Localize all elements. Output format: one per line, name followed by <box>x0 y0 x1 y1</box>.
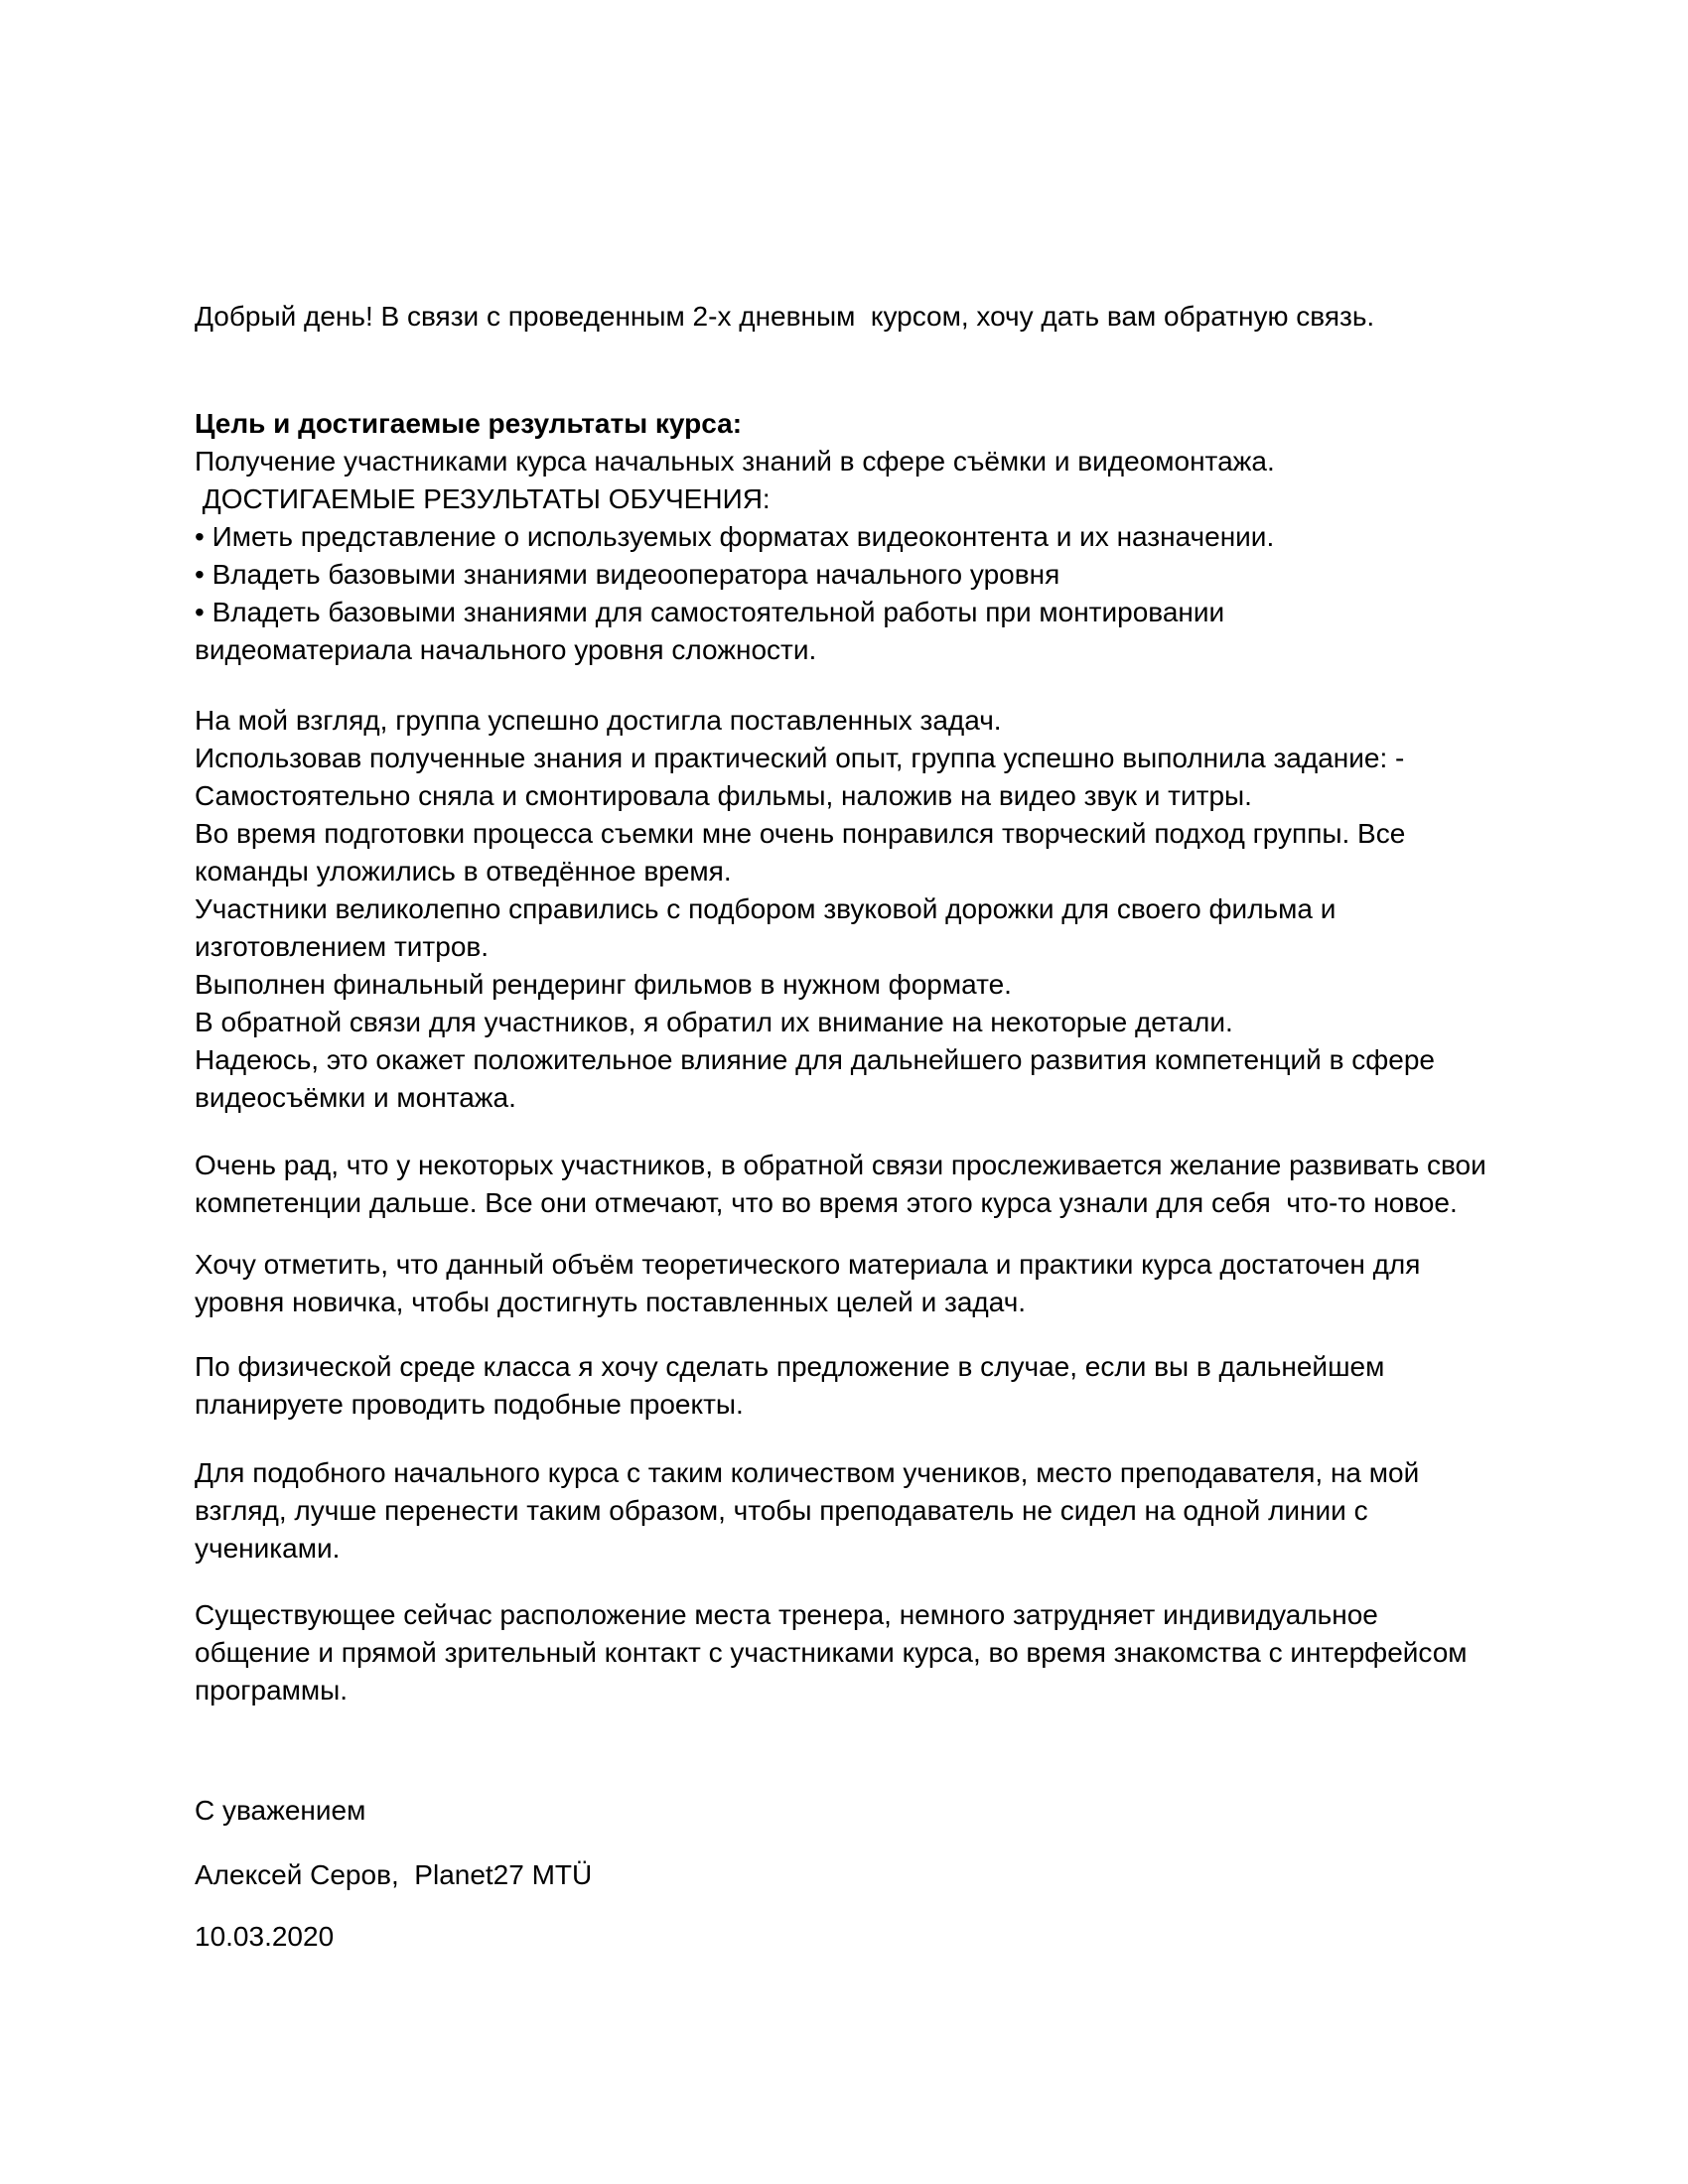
participants-feedback-paragraph <box>195 1147 1565 1222</box>
text-line: На мой взгляд, группа успешно достигла поставленных задач. <box>195 705 1002 736</box>
trainer-location-paragraph <box>195 1596 1565 1709</box>
text-line: • Владеть базовыми знаниями видеооператора начального уровня <box>195 559 1060 590</box>
text-line: Самостоятельно сняла и смонтировала фильмы, наложив на видео звук и титры. <box>195 780 1252 811</box>
class-environment-paragraph <box>195 1348 1565 1424</box>
salutation-text: С уважением <box>195 1795 366 1826</box>
text-line: видеосъёмки и монтажа. <box>195 1082 516 1113</box>
text-line: ДОСТИГАЕМЫЕ РЕЗУЛЬТАТЫ ОБУЧЕНИЯ: <box>195 483 771 514</box>
greeting-paragraph <box>195 298 1565 336</box>
text-line: компетенции дальше. Все они отмечают, что во время этого курса узнали для себя что-то новое. <box>195 1187 1458 1218</box>
teacher-place-paragraph <box>195 1454 1565 1568</box>
text-line: Участники великолепно справились с подбором звуковой дорожки для своего фильма и <box>195 893 1336 924</box>
text-line: изготовлением титров. <box>195 931 490 962</box>
text-line: Очень рад, что у некоторых участников, в обратной связи прослеживается желание развивать свои <box>195 1150 1486 1180</box>
goals-heading: Цель и достигаемые результаты курса: <box>195 408 743 439</box>
material-volume-paragraph <box>195 1246 1565 1321</box>
text-line: Хочу отметить, что данный объём теоретического материала и практики курса достаточен для <box>195 1249 1421 1280</box>
text-line: Получение участниками курса начальных знаний в сфере съёмки и видеомонтажа. <box>195 446 1275 477</box>
text-line: учениками. <box>195 1533 341 1564</box>
text-line: Использовав полученные знания и практический опыт, группа успешно выполнила задание: - <box>195 743 1405 773</box>
date-line <box>195 1918 1565 1956</box>
date-text: 10.03.2020 <box>195 1921 335 1952</box>
text-line: Надеюсь, это окажет положительное влияние для дальнейшего развития компетенций в сфере <box>195 1044 1436 1075</box>
signature-line <box>195 1856 1565 1894</box>
closing-salutation <box>195 1792 1565 1830</box>
text-line: Во время подготовки процесса съемки мне очень понравился творческий подход группы. Все <box>195 818 1406 849</box>
assessment-paragraph <box>195 702 1565 1117</box>
text-line: Для подобного начального курса с таким количеством учеников, место преподавателя, на мой <box>195 1457 1420 1488</box>
goals-lines <box>195 443 1565 669</box>
letter-body <box>195 298 1565 1956</box>
text-line: Выполнен финальный рендеринг фильмов в нужном формате. <box>195 969 1012 1000</box>
text-line: программы. <box>195 1675 349 1706</box>
text-line: общение и прямой зрительный контакт с участниками курса, во время знакомства с интерфейсом <box>195 1637 1468 1668</box>
text-line: взгляд, лучше перенести таким образом, чтобы преподаватель не сидел на одной линии с <box>195 1495 1368 1526</box>
text-line: планируете проводить подобные проекты. <box>195 1389 744 1420</box>
text-line: Существующее сейчас расположение места тренера, немного затрудняет индивидуальное <box>195 1599 1378 1630</box>
greeting-text: Добрый день! В связи с проведенным 2-х дневным курсом, хочу дать вам обратную связь. <box>195 301 1375 332</box>
text-line: уровня новичка, чтобы достигнуть поставленных целей и задач. <box>195 1287 1027 1317</box>
text-line: • Иметь представление о используемых форматах видеоконтента и их назначении. <box>195 521 1275 552</box>
text-line: В обратной связи для участников, я обратил их внимание на некоторые детали. <box>195 1007 1233 1037</box>
text-line: видеоматериала начального уровня сложности. <box>195 634 817 665</box>
signature-text: Алексей Серов, Planet27 MTÜ <box>195 1859 593 1890</box>
text-line: команды уложились в отведённое время. <box>195 856 732 887</box>
text-line: По физической среде класса я хочу сделать предложение в случае, если вы в дальнейшем <box>195 1351 1385 1382</box>
text-line: • Владеть базовыми знаниями для самостоятельной работы при монтировании <box>195 597 1225 627</box>
goals-section <box>195 405 1565 669</box>
